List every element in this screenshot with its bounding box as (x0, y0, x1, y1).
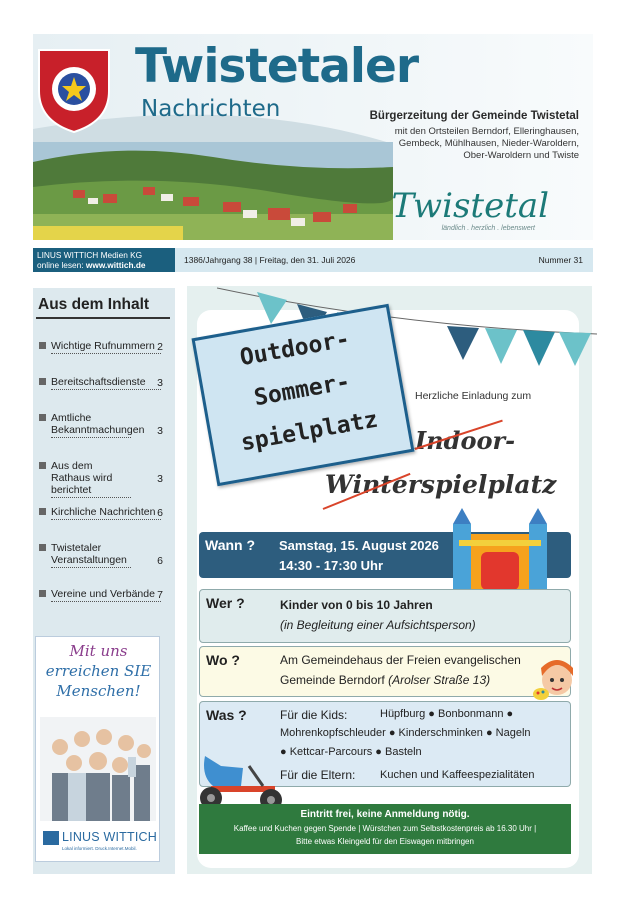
toc-item[interactable] (39, 340, 169, 354)
where-place: Gemeinde Berndorf (280, 673, 385, 687)
toc-item[interactable] (39, 376, 169, 390)
issue-number: Nummer 31 (538, 255, 583, 265)
toc-label: Kirchliche Nachrichten (51, 506, 161, 520)
toc-page: 3 (157, 377, 163, 389)
event-poster (187, 286, 592, 874)
who-label: Wer ? (206, 595, 245, 611)
bullet-icon (39, 342, 46, 349)
who-note: (in Begleitung einer Aufsichtsperson) (280, 618, 476, 632)
toc-item[interactable] (39, 460, 169, 496)
toc-page: 7 (157, 589, 163, 601)
toc-label: Aus dem Rathaus wird berichtet (51, 460, 131, 498)
food-note: Kaffee und Kuchen gegen Spende | Würstchen zum Selbstkostenpreis ab 16.30 Uhr | (233, 824, 537, 833)
kids-activities: ● Kettcar-Parcours ● Basteln (280, 746, 422, 758)
event-date: Samstag, 15. August 2026 (279, 538, 439, 553)
event-time: 14:30 - 17:30 Uhr (279, 558, 384, 573)
toc-page: 6 (157, 555, 163, 567)
masthead (33, 34, 593, 240)
where-street: (Arolser Straße 13) (388, 673, 491, 687)
bullet-icon (39, 378, 46, 385)
old-title-winter: Winterspielplatz (325, 470, 557, 499)
newspaper-subtitle: Nachrichten (141, 96, 281, 122)
where-line (280, 673, 490, 687)
toc-item[interactable] (39, 506, 169, 520)
who-value: Kinder von 0 bis 10 Jahren (280, 598, 433, 612)
footer-info-box (199, 804, 571, 854)
publisher-name: LINUS WITTICH Medien KG (37, 250, 143, 260)
kids-activities: Hüpfburg ● Bonbonmann ● (380, 708, 514, 720)
toc-label: Bereitschaftsdienste (51, 376, 161, 390)
kids-label: Für die Kids: (280, 708, 348, 722)
online-url-link[interactable]: www.wittich.de (85, 260, 146, 270)
what-label: Was ? (206, 707, 247, 723)
coat-of-arms-icon (35, 46, 113, 134)
icecream-note: Bitte etwas Kleingeld für den Eiswagen mitbringen (296, 837, 474, 846)
ad-headline: Menschen! (56, 682, 141, 700)
publisher-box (33, 248, 175, 272)
toc-label: Vereine und Verbände (51, 588, 161, 602)
card-line: spielplatz (238, 406, 380, 457)
brand-tagline: Lokal informiert. Druck.Internet.Mobil. (62, 846, 137, 851)
toc-page: 3 (157, 473, 163, 485)
logo-mark-icon (43, 831, 59, 845)
twistetal-logo-slogan: ländlich . herzlich . lebenswert (441, 225, 535, 232)
toc-item[interactable] (39, 588, 169, 602)
when-label: Wann ? (205, 537, 256, 553)
ad-headline: Mit uns (69, 642, 128, 660)
toc-label: Amtliche Bekanntmachungen (51, 412, 145, 436)
ad-headline: erreichen SIE (45, 662, 152, 680)
issue-date: 1386/Jahrgang 38 | Freitag, den 31. Juli 2026 (184, 255, 356, 265)
bullet-icon (39, 590, 46, 597)
contents-title: Aus dem Inhalt (38, 296, 150, 313)
toc-label: Wichtige Rufnummern (51, 340, 161, 354)
invitation-text: Herzliche Einladung zum (415, 390, 532, 402)
advertisement[interactable] (35, 636, 160, 862)
admission-note: Eintritt frei, keine Anmeldung nötig. (300, 809, 470, 820)
toc-item[interactable] (39, 412, 169, 438)
village-landscape-image (33, 142, 393, 240)
card-line: Sommer- (252, 368, 353, 412)
toc-label: Twistetaler Veranstaltungen (51, 542, 131, 568)
online-prefix: online lesen: (37, 260, 86, 270)
bullet-icon (39, 508, 46, 515)
who-row (199, 589, 571, 643)
tagline: Bürgerzeitung der Gemeinde Twistetal (369, 110, 579, 122)
bullet-icon (39, 414, 46, 421)
toc-page: 6 (157, 507, 163, 519)
people-photo (40, 717, 156, 821)
toc-item[interactable] (39, 542, 169, 568)
linus-wittich-logo (40, 829, 158, 857)
parents-value: Kuchen und Kaffeespezialitäten (380, 769, 535, 781)
contents-sidebar (33, 288, 175, 874)
old-title-indoor: Indoor- (415, 426, 516, 455)
newspaper-title: Twistetaler (135, 39, 419, 94)
where-label: Wo ? (206, 652, 240, 668)
toc-page: 3 (157, 425, 163, 437)
districts-line: Gembeck, Mühlhausen, Nieder-Waroldern, (398, 138, 579, 149)
online-link-line (37, 260, 171, 270)
issue-info-bar (33, 248, 593, 272)
bullet-icon (39, 544, 46, 551)
districts-line: mit den Ortsteilen Berndorf, Elleringhausen, (394, 126, 579, 137)
where-row (199, 646, 571, 697)
where-line: Am Gemeindehaus der Freien evangelischen (280, 653, 521, 667)
bullet-icon (39, 462, 46, 469)
toc-page: 2 (157, 341, 163, 353)
parents-label: Für die Eltern: (280, 768, 356, 782)
face-painting-girl-icon (533, 658, 577, 704)
kids-activities: Mohrenkopfschleuder ● Kinderschminken ● Nageln (280, 727, 531, 739)
divider (36, 317, 170, 319)
brand-name: LINUS WITTICH (62, 830, 157, 844)
twistetal-logo: Twistetal (391, 186, 549, 226)
card-line: Outdoor- (238, 326, 352, 372)
districts-line: Ober-Waroldern und Twiste (463, 150, 579, 161)
